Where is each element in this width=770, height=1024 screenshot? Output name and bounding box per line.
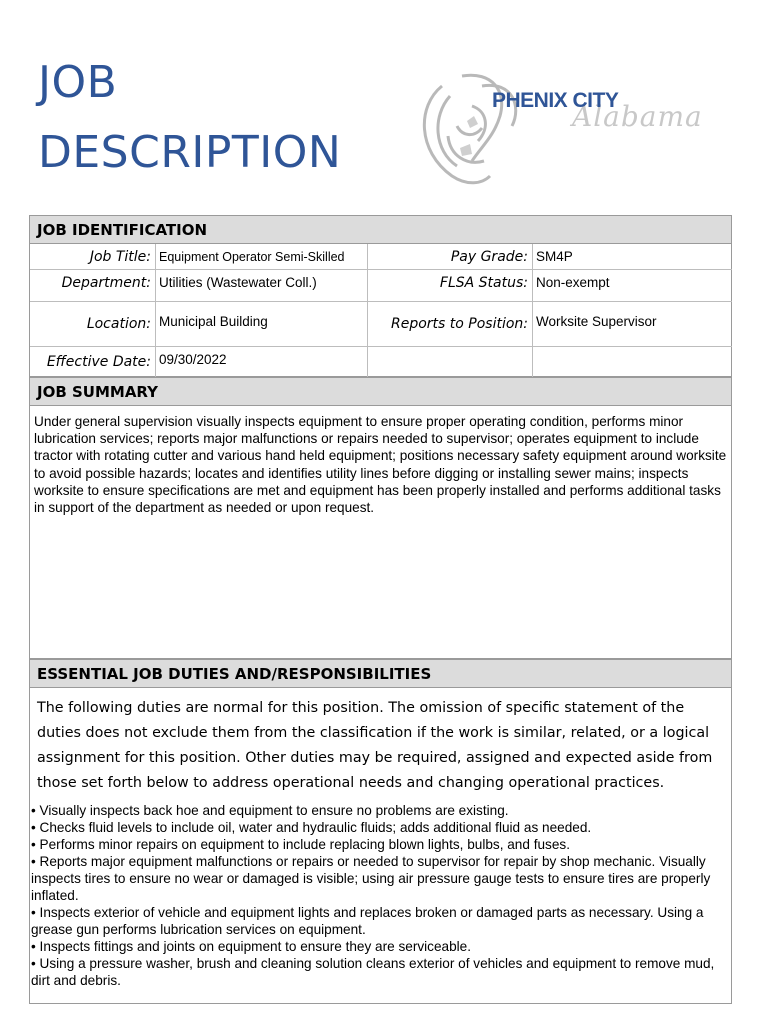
essential-duties-intro: The following duties are normal for this position. The omission of specific statement of the duties does not exclude them from the classification if the work is similar, related, or a logical assignment for this position. Other duties may be required, assigned and expected aside from those set forth below to address operational needs and changing operational practices. (37, 700, 713, 791)
job-summary-section (29, 377, 732, 659)
empty-cell (368, 347, 533, 377)
job-summary-heading: JOB SUMMARY (30, 378, 731, 406)
title-line-1: JOB (38, 57, 118, 108)
essential-duties-heading: ESSENTIAL JOB DUTIES AND/RESPONSIBILITIES (30, 660, 731, 688)
department-value: Utilities (Wastewater Coll.) (156, 270, 368, 302)
list-item: • Inspects fittings and joints on equipment to ensure they are serviceable. (31, 939, 472, 954)
list-item: • Reports major equipment malfunctions or repairs or needed to supervisor for repair by shop mechanic. Visually inspects tires to ensure no wear or damaged is visible; using air pressure gauge tests to ensure tires are properly inflated. (31, 854, 711, 903)
job-identification-grid (30, 244, 731, 377)
logo-text: PHENIX CITY (492, 89, 619, 112)
essential-duties-section (29, 659, 732, 1004)
flsa-status-label: FLSA Status: (368, 270, 533, 302)
job-summary-text: Under general supervision visually inspects equipment to ensure proper operating condition, performs minor lubrication services; reports major malfunctions or repairs needed to supervisor; operates equipment to include tractor with rotating cutter and various hand held equipment; positions necessary safety equipment around worksite to avoid possible hazards; locates and identifies utility lines before digging or installing sewer mains; inspects worksite to ensure specifications are met and equipment has been properly installed and performs additional tasks in support of the department as needed or upon request. (34, 414, 727, 516)
document-title (38, 48, 341, 188)
pay-grade-label: Pay Grade: (368, 244, 533, 270)
reports-to-value: Worksite Supervisor (533, 302, 732, 347)
pay-grade-value: SM4P (533, 244, 732, 270)
list-item: • Using a pressure washer, brush and cleaning solution cleans exterior of vehicles and equipment to remove mud, dirt and debris. (31, 956, 715, 988)
title-line-2: DESCRIPTION (38, 127, 342, 178)
list-item: • Performs minor repairs on equipment to include replacing blown lights, bulbs, and fuses. (31, 837, 570, 852)
flsa-status-value: Non-exempt (533, 270, 732, 302)
list-item: • Checks fluid levels to include oil, water and hydraulic fluids; adds additional fluid as needed. (31, 820, 592, 835)
job-identification-section (29, 215, 732, 377)
job-identification-heading: JOB IDENTIFICATION (30, 216, 731, 244)
list-item: • Visually inspects back hoe and equipment to ensure no problems are existing. (31, 803, 509, 818)
job-title-label: Job Title: (30, 244, 156, 270)
job-title-value: Equipment Operator Semi-Skilled (156, 244, 368, 270)
essential-duties-list (30, 798, 731, 989)
list-item: • Inspects exterior of vehicle and equipment lights and replaces broken or damaged parts as necessary. Using a grease gun performs lubrication services on equipment. (31, 905, 704, 937)
location-label: Location: (30, 302, 156, 347)
effective-date-value: 09/30/2022 (156, 347, 368, 377)
reports-to-label: Reports to Position: (368, 302, 533, 347)
location-value: Municipal Building (156, 302, 368, 347)
empty-cell (533, 347, 732, 377)
effective-date-label: Effective Date: (30, 347, 156, 377)
logo-script: Alabama (572, 100, 703, 133)
department-label: Department: (30, 270, 156, 302)
